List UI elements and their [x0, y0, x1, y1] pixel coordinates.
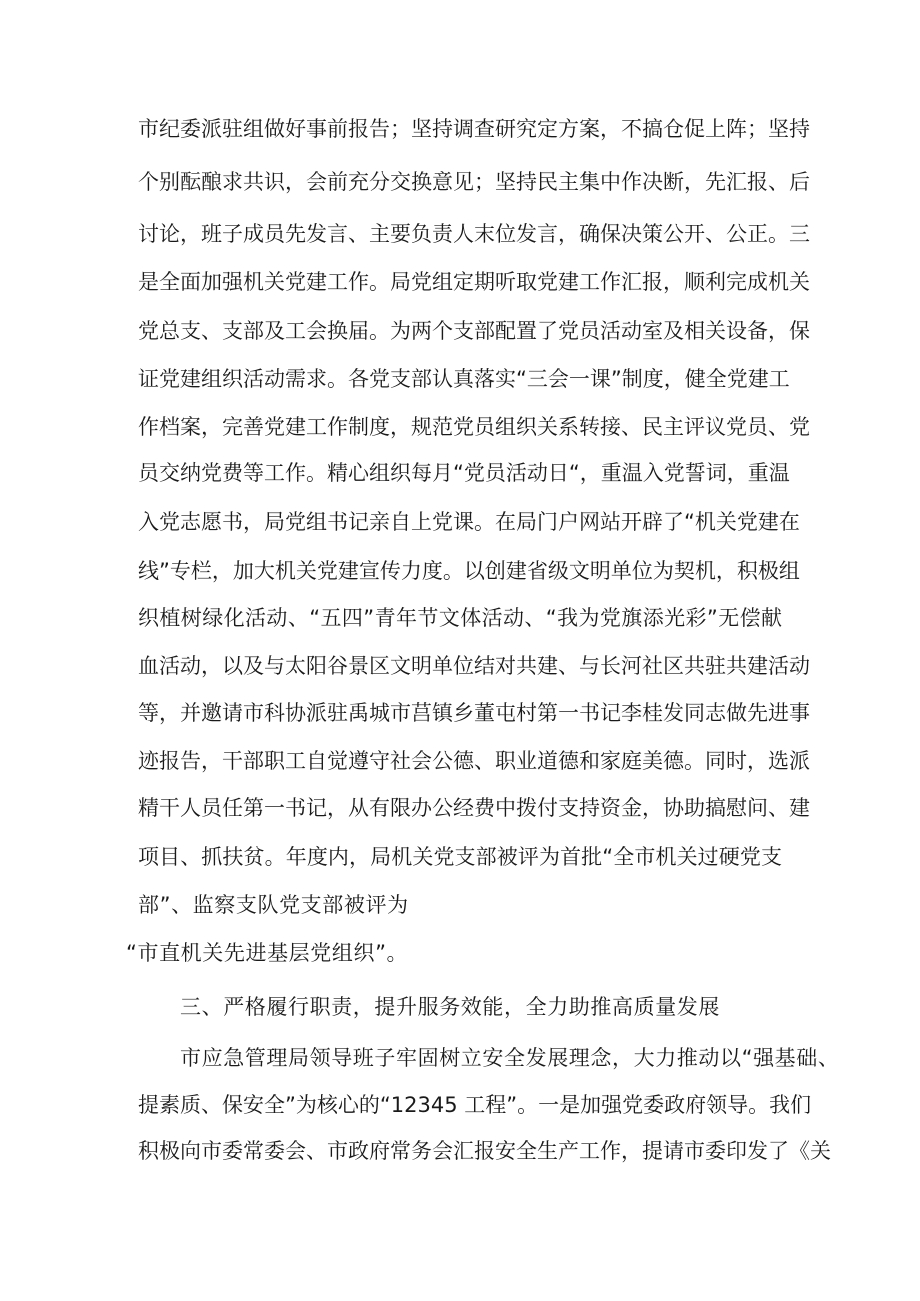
paragraph-line: 线”专栏，加大机关党建宣传力度。以创建省级文明单位为契机，积极组	[138, 559, 800, 583]
paragraph-line: 入党志愿书，局党组书记亲自上党课。在局门户网站开辟了“机关党建在	[138, 510, 800, 534]
paragraph-line: “市直机关先进基层党组织”。	[126, 941, 409, 965]
paragraph-line: 员交纳党费等工作。精心组织每月“党员活动日“，重温入党誓词，重温	[138, 461, 790, 485]
paragraph-line: 织植树绿化活动、“五四”青年节文体活动、“我为党旗添光彩”无偿献	[138, 606, 782, 630]
paragraph-line: 个别酝酿求共识，会前充分交换意见；坚持民主集中作决断，先汇报、后	[138, 170, 810, 194]
paragraph-line: 精干人员任第一书记，从有限办公经费中拨付支持资金，协助搞慰问、建	[138, 796, 810, 820]
paragraph-line: 部”、监察支队党支部被评为	[138, 893, 409, 917]
paragraph-line: 提素质、保安全”为核心的“12345 工程”。一是加强党委政府领导。我们	[138, 1093, 812, 1117]
paragraph-line: 项目、抓扶贫。年度内，局机关党支部被评为首批“全市机关过硬党支	[138, 845, 782, 869]
paragraph-line: 讨论，班子成员先发言、主要负责人末位发言，确保决策公开、公正。三	[138, 222, 810, 246]
paragraph-line: 迹报告，干部职工自觉遵守社会公德、职业道德和家庭美德。同时，选派	[138, 749, 810, 773]
paragraph-line: 是全面加强机关党建工作。局党组定期听取党建工作汇报，顺利完成机关	[138, 270, 810, 294]
paragraph-line: 血活动，以及与太阳谷景区文明单位结对共建、与长河社区共驻共建活动	[138, 654, 810, 678]
section-heading: 三、严格履行职责，提升服务效能，全力助推高质量发展	[180, 995, 720, 1019]
paragraph-line: 党总支、支部及工会换届。为两个支部配置了党员活动室及相关设备，保	[138, 319, 810, 343]
paragraph-line: 证党建组织活动需求。各党支部认真落实“三会一课”制度，健全党建工	[138, 367, 790, 391]
paragraph-line: 市纪委派驻组做好事前报告；坚持调查研究定方案，不搞仓促上阵；坚持	[138, 117, 810, 141]
paragraph-line: 市应急管理局领导班子牢固树立安全发展理念，大力推动以“强基础、	[180, 1046, 840, 1070]
paragraph-line: 作档案，完善党建工作制度，规范党员组织关系转接、民主评议党员、党	[138, 415, 810, 439]
paragraph-line: 等，并邀请市科协派驻禹城市莒镇乡董屯村第一书记李桂发同志做先进事	[138, 701, 810, 725]
paragraph-line: 积极向市委常委会、市政府常务会汇报安全生产工作，提请市委印发了《关	[138, 1139, 831, 1163]
